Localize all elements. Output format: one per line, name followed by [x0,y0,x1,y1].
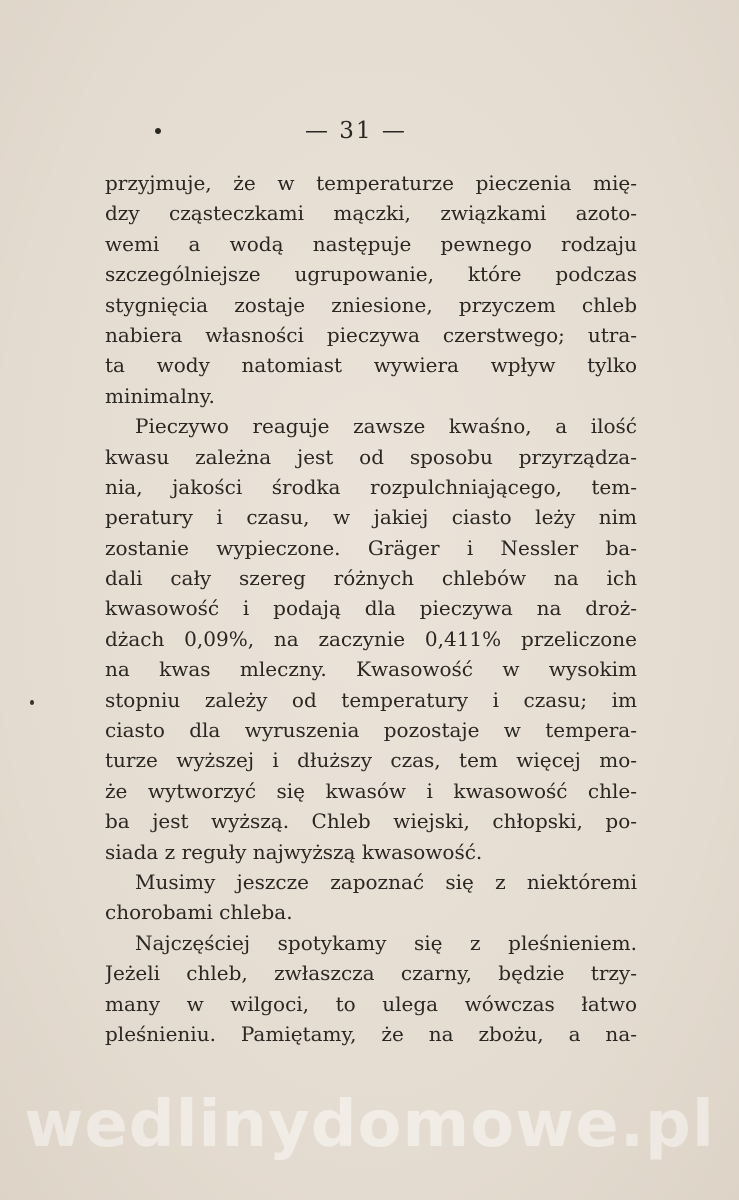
text-line: stygnięcia zostaje zniesione, przyczem chleb [105,292,637,317]
margin-mark [30,700,34,705]
text-line: kwasu zależna jest od sposobu przyrządza- [105,444,637,469]
watermark: wedlinydomowe.pl [24,1088,715,1162]
text-line: Musimy jeszcze zapoznać się z niektóremi [135,869,637,894]
text-line: dżach 0,09%, na zaczynie 0,411% przeliczone [105,626,637,651]
text-line: turze wyższej i dłuższy czas, tem więcej mo- [105,748,637,773]
text-line: ba jest wyższą. Chleb wiejski, chłopski, po- [105,809,637,834]
text-line: że wytworzyć się kwasów i kwasowość chle- [105,778,637,803]
text-line: Pieczywo reaguje zawsze kwaśno, a ilość [135,414,637,439]
text-line: ciasto dla wyruszenia pozostaje w tempera- [105,718,637,743]
text-line: minimalny. [105,383,215,408]
text-line: ta wody natomiast wywiera wpływ tylko [105,353,637,378]
text-line: kwasowość i podają dla pieczywa na droż- [105,596,637,621]
text-line: many w wilgoci, to ulega wówczas łatwo [105,991,637,1016]
text-line: pleśnieniu. Pamiętamy, że na zbożu, a na- [105,1021,637,1046]
text-line: dzy cząsteczkami mączki, związkami azoto- [105,201,637,226]
body-text [105,168,637,1049]
text-line: nia, jakości środka rozpulchniającego, tem- [105,474,637,499]
text-line: zostanie wypieczone. Gräger i Nessler ba- [105,535,637,560]
text-line: dali cały szereg różnych chlebów na ich [105,566,637,591]
text-line: wemi a wodą następuje pewnego rodzaju [105,231,637,256]
text-line: peratury i czasu, w jakiej ciasto leży nim [105,505,637,530]
text-line: Najczęściej spotykamy się z pleśnieniem. [135,930,637,955]
text-line: nabiera własności pieczywa czerstwego; utra- [105,322,637,347]
text-line: szczególniejsze ugrupowanie, które podczas [105,262,637,287]
text-line: chorobami chleba. [105,900,293,925]
text-line: na kwas mleczny. Kwasowość w wysokim [105,657,637,682]
header-dot [155,128,161,134]
text-line: przyjmuje, że w temperaturze pieczenia mię- [105,171,637,195]
page-header [0,118,739,152]
text-line: Jeżeli chleb, zwłaszcza czarny, będzie trzy- [105,961,637,986]
text-line: stopniu zależy od temperatury i czasu; im [105,687,637,712]
text-line: siada z reguły najwyższą kwasowość. [105,839,483,864]
page-number: — 31 — [305,118,407,144]
